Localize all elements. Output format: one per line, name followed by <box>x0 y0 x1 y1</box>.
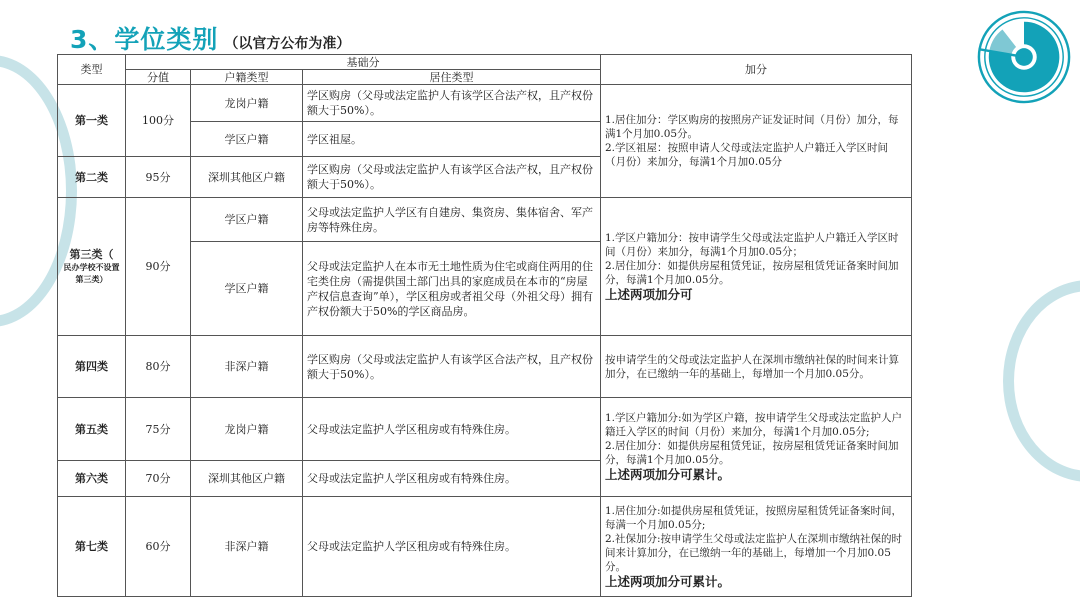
residence-1b: 学区祖屋。 <box>303 122 601 157</box>
bonus-5-6 <box>601 398 912 497</box>
bonus-7-note: 上述两项加分可累计。 <box>605 573 731 589</box>
score-1: 100分 <box>126 85 191 157</box>
header-basic-score: 基础分 <box>126 55 601 70</box>
bonus-5-6-line1: 1.学区户籍加分:如为学区户籍，按申请学生父母或法定监护人户籍迁入学区的时间（月份）来加分，每满1个月加0.05分; <box>605 412 903 438</box>
header-bonus: 加分 <box>601 55 912 85</box>
residence-3a: 父母或法定监护人学区有自建房、集资房、集体宿舍、军产房等特殊住房。 <box>303 198 601 242</box>
hukou-4: 非深户籍 <box>191 336 303 398</box>
table-row <box>58 497 912 597</box>
residence-4: 学区购房（父母或法定监护人有该学区合法产权，且产权份额大于50%）。 <box>303 336 601 398</box>
score-6: 70分 <box>126 461 191 497</box>
residence-5: 父母或法定监护人学区租房或有特殊住房。 <box>303 398 601 461</box>
hukou-3a: 学区户籍 <box>191 198 303 242</box>
residence-6: 父母或法定监护人学区租房或有特殊住房。 <box>303 461 601 497</box>
category-1: 第一类 <box>58 85 126 157</box>
decorative-arc-right <box>1003 280 1080 482</box>
category-6: 第六类 <box>58 461 126 497</box>
table-row <box>58 198 912 242</box>
table-row <box>58 85 912 122</box>
hukou-5: 龙岗户籍 <box>191 398 303 461</box>
header-residence: 居住类型 <box>303 70 601 85</box>
pie-ring-logo-icon <box>975 8 1073 106</box>
header-score: 分值 <box>126 70 191 85</box>
hukou-2: 深圳其他区户籍 <box>191 157 303 198</box>
header-hukou: 户籍类型 <box>191 70 303 85</box>
header-type: 类型 <box>58 55 126 85</box>
category-3-note: 民办学校不设置第三类） <box>63 262 120 284</box>
residence-7: 父母或法定监护人学区租房或有特殊住房。 <box>303 497 601 597</box>
header-row <box>58 55 912 70</box>
title-subtitle: （以官方公布为准） <box>224 36 351 52</box>
bonus-7-line2: 2.社保加分:按申请学生父母或法定监护人在深圳市缴纳社保的时间来计算加分，在已缴纳一年的基础上，每增加一个月加0.05分。 <box>605 532 903 573</box>
title-main: 3、学位类别 <box>70 25 219 54</box>
admission-category-table <box>57 54 912 597</box>
bonus-4 <box>601 336 912 398</box>
score-7: 60分 <box>126 497 191 597</box>
residence-3b: 父母或法定监护人在本市无土地性质为住宅或商住两用的住宅类住房（需提供国土部门出具的家庭成员在本市的“房屋产权信息查询”单），学区租房或者祖父母（外祖父母）拥有产权份额大于50%的学区商品房。 <box>303 242 601 336</box>
category-3-label: 第三类（ <box>69 247 114 261</box>
bonus-3-line2: 2.居住加分：如提供房屋租赁凭证，按房屋租赁凭证备案时间加分，每满1个月加0.05分。 <box>605 259 899 286</box>
category-2: 第二类 <box>58 157 126 198</box>
table-row <box>58 336 912 398</box>
bonus-7-line1: 1.居住加分:如提供房屋租赁凭证，按照房屋租赁凭证备案时间，每满一个月加0.05分; <box>605 504 903 531</box>
residence-2: 学区购房（父母或法定监护人有该学区合法产权，且产权份额大于50%）。 <box>303 157 601 198</box>
bonus-5-6-line2: 2.居住加分：如提供房屋租赁凭证，按房屋租赁凭证备案时间加分，每满1个月加0.05分。 <box>605 440 899 466</box>
page-title <box>70 20 350 56</box>
hukou-1b: 学区户籍 <box>191 122 303 157</box>
category-7: 第七类 <box>58 497 126 597</box>
category-3 <box>58 198 126 336</box>
bonus-1-2 <box>601 85 912 198</box>
hukou-1a: 龙岗户籍 <box>191 85 303 122</box>
score-2: 95分 <box>126 157 191 198</box>
bonus-4-line1: 按申请学生的父母或法定监护人在深圳市缴纳社保的时间来计算加分，在已缴纳一年的基础上，每增加一个月加0.05分。 <box>605 353 899 380</box>
bonus-1-2-line1: 1.居住加分：学区购房的按照房产证发证时间（月份）加分，每满1个月加0.05分。 <box>605 114 899 140</box>
hukou-6: 深圳其他区户籍 <box>191 461 303 497</box>
table-row <box>58 398 912 461</box>
score-5: 75分 <box>126 398 191 461</box>
hukou-7: 非深户籍 <box>191 497 303 597</box>
category-4: 第四类 <box>58 336 126 398</box>
bonus-3-line1: 1.学区户籍加分：按申请学生父母或法定监护人户籍迁入学区时间（月份）来加分，每满1个月加0.05分； <box>605 231 899 258</box>
score-4: 80分 <box>126 336 191 398</box>
bonus-3 <box>601 198 912 336</box>
residence-1a: 学区购房（父母或法定监护人有该学区合法产权，且产权份额大于50%）。 <box>303 85 601 122</box>
category-5: 第五类 <box>58 398 126 461</box>
bonus-1-2-line2: 2.学区祖屋：按照申请人父母或法定监护人户籍迁入学区时间（月份）来加分，每满1个月加0.05分 <box>605 142 889 168</box>
bonus-3-note: 上述两项加分可 <box>605 286 693 302</box>
score-3: 90分 <box>126 198 191 336</box>
hukou-3b: 学区户籍 <box>191 242 303 336</box>
bonus-7 <box>601 497 912 597</box>
bonus-5-6-note: 上述两项加分可累计。 <box>605 467 731 482</box>
